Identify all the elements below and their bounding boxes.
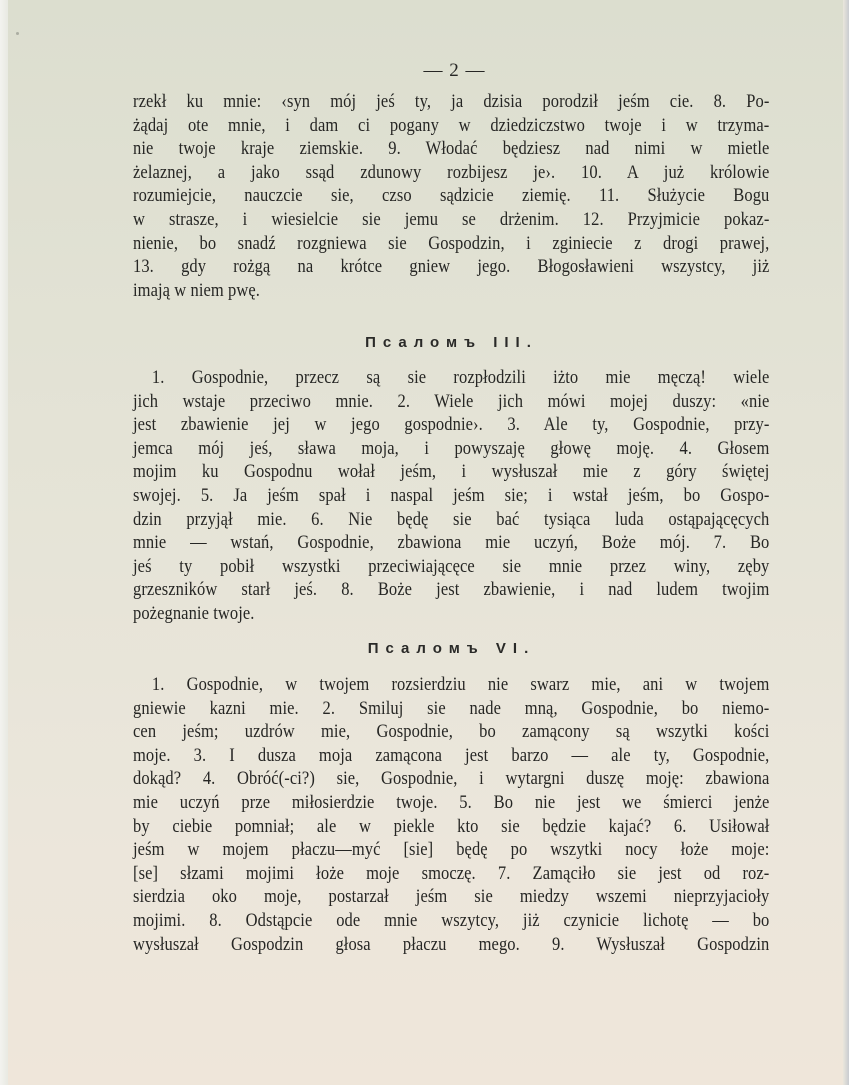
scan-left-margin (0, 0, 8, 1085)
text-line: żelaznej, a jako ssąd zdunowy rozbijesz je›. 10. A już królowie (133, 161, 770, 183)
psalm-3-heading: Псаломъ III. (365, 334, 538, 351)
text-line: mie uczyń prze miłosierdzie twoje. 5. Bo nie jest we śmierci jenże (133, 791, 770, 813)
text-line: dzin przyjął mie. 6. Nie będę sie bać tysiąca luda ostąpającęcych (133, 508, 770, 530)
text-line: jeśm w mojem płaczu—myć [sie] będę po wszytki nocy łoże moje: (133, 839, 770, 861)
text-line: 1. Gospodnie, przecz są sie rozpłodzili iżto mie męczą! wiele (151, 367, 770, 388)
text-line: 13. gdy rożgą na krótce gniew jego. Błogosławieni wszystcy, jiż (133, 256, 770, 278)
text-line: jemca mój jeś, sława moja, i powyszaję głowę moję. 4. Głosem (133, 437, 770, 459)
text-line: mojim ku Gospodnu wołał jeśm, i wysłuszał mie z góry świętej (133, 461, 770, 483)
text-line: 1. Gospodnie, w twojem rozsierdziu nie swarz mie, ani w twojem (151, 674, 770, 695)
psalm-6-text (133, 673, 769, 956)
text-line: nienie, bo snadź rozgniewa sie Gospodzin, i zginiecie z drogi prawej, (133, 232, 770, 254)
text-line: żądaj ote mnie, i dam ci pogany w dziedziczstwo twoje i w trzyma- (133, 114, 770, 136)
text-line: sierdzia oko moje, postarzał jeśm sie miedzy wszemi nieprzyjacioły (133, 886, 770, 908)
psalm-2-continuation (133, 90, 769, 302)
text-line: pożegnanie twoje. (133, 602, 255, 624)
text-line: w strasze, i wiesielcie sie jemu se drżenim. 12. Przyjmicie pokaz- (133, 208, 770, 230)
text-line: mojimi. 8. Odstąpcie ode mnie wszytcy, jiż czynicie lichotę — bo (133, 909, 770, 931)
text-line: swojej. 5. Ja jeśm spał i naspal jeśm sie; i wstał jeśm, bo Gospo- (133, 484, 770, 506)
book-page (133, 60, 770, 955)
text-line: gniewie kazni mie. 2. Smiluj sie nade mną, Gospodnie, bo niemo- (133, 697, 770, 719)
text-line: jest zbawienie jej w jego gospodnie›. 3. Ale ty, Gospodnie, przy- (133, 414, 770, 436)
text-line: mnie — wstań, Gospodnie, zbawiona mie uczyń, Boże mój. 7. Bo (133, 532, 770, 554)
page-number: — 2 — (423, 60, 486, 81)
text-line: imają w niem pwę. (133, 279, 261, 301)
text-line: jich wstaje przeciwo mnie. 2. Wiele jich mówi mojej duszy: «nie (133, 390, 770, 412)
text-line: nie twoje kraje ziemskie. 9. Włodać będziesz nad nimi w mietle (133, 138, 770, 160)
text-line: [se] słzami mojimi łoże moje smoczę. 7. Zamąciło sie jest od roz- (133, 862, 770, 884)
text-line: rozumiejcie, nauczcie sie, czso sądzicie ziemię. 11. Służycie Bogu (133, 185, 770, 207)
psalm-6-heading: Псаломъ VI. (367, 640, 536, 657)
text-line: grzeszników starł jeś. 8. Boże jest zbawienie, i nad ludem twojim (133, 579, 770, 601)
text-line: rzekł ku mnie: ‹syn mój jeś ty, ja dzisia porodził jeśm cie. 8. Po- (133, 91, 770, 112)
text-line: by ciebie pomniał; ale w piekle kto sie będzie kajać? 6. Usiłował (133, 815, 770, 837)
text-line: wysłuszał Gospodzin głosa płaczu mego. 9. Wysłuszał Gospodzin (133, 933, 770, 955)
text-line: moje. 3. I dusza moja zamącona jest barzo — ale ty, Gospodnie, (133, 744, 770, 766)
psalm-3-text (133, 366, 769, 626)
scan-right-margin (843, 0, 849, 1085)
text-line: jeś ty pobił wszystki przeciwiającęce sie mnie przez winy, zęby (133, 555, 770, 577)
text-line: cen jeśm; uzdrów mie, Gospodnie, bo zamącony są wszytki kości (133, 721, 770, 743)
paper-speck (16, 32, 19, 35)
text-line: dokąd? 4. Obróć(-ci?) sie, Gospodnie, i wytargni duszę moję: zbawiona (133, 768, 770, 790)
